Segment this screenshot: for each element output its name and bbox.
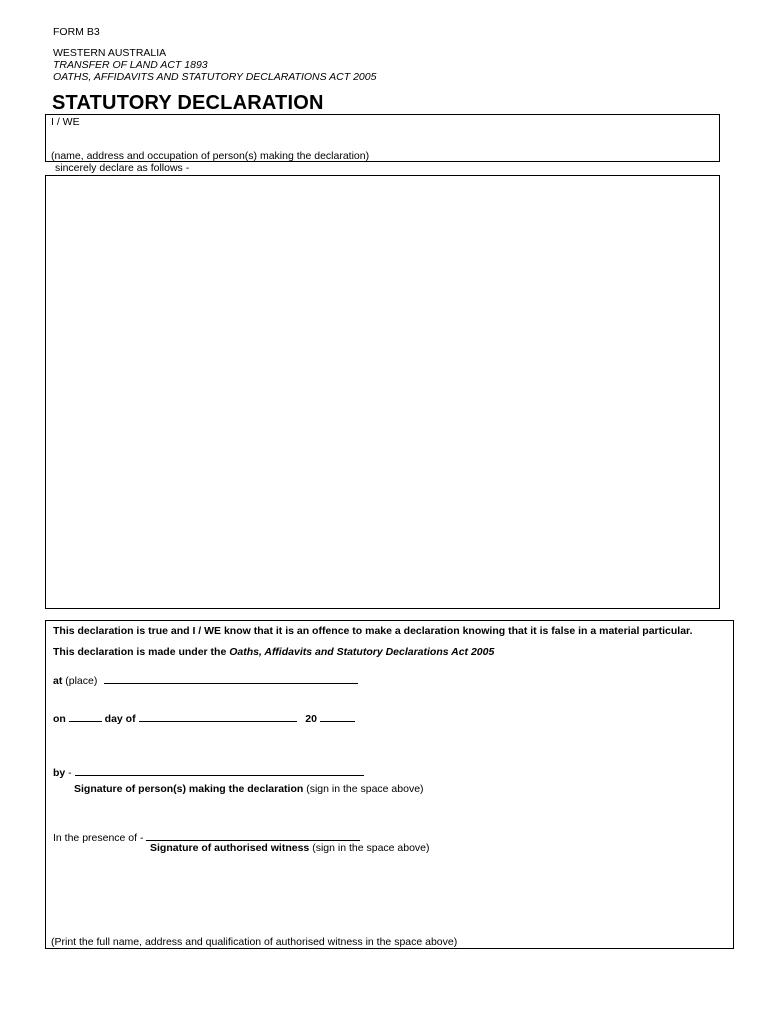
declarant-signature-input[interactable] xyxy=(75,765,364,776)
truth-statement: This declaration is true and I / WE know that it is an offence to make a declaration knowing that it is false in a material particular. xyxy=(53,625,693,637)
witness-signature-note: (sign in the space above) xyxy=(309,842,430,854)
declarant-field[interactable] xyxy=(45,114,720,162)
jurisdiction-label: WESTERN AUSTRALIA xyxy=(53,47,167,59)
made-under-act: Oaths, Affidavits and Statutory Declarations Act 2005 xyxy=(229,646,495,658)
declarant-signature-caption xyxy=(74,783,424,796)
attestation-section xyxy=(45,620,734,949)
year-input[interactable] xyxy=(320,711,355,722)
place-row xyxy=(53,673,358,688)
witness-signature-input[interactable] xyxy=(146,830,360,841)
presence-label: In the presence of - xyxy=(53,832,144,844)
declarant-signature-label: Signature of person(s) making the declaration xyxy=(74,783,304,795)
day-of-label: day of xyxy=(104,713,136,725)
witness-signature-label: Signature of authorised witness xyxy=(150,842,310,854)
form-code: FORM B3 xyxy=(53,26,100,38)
by-label: by xyxy=(53,767,66,779)
made-under-statement xyxy=(53,646,494,659)
page-title: STATUTORY DECLARATION xyxy=(52,92,324,114)
witness-details-caption: (Print the full name, address and qualification of authorised witness in the space above) xyxy=(51,936,458,948)
date-row xyxy=(53,711,355,726)
on-label: on xyxy=(53,713,66,725)
declarant-signature-note: (sign in the space above) xyxy=(303,783,424,795)
declarant-caption: (name, address and occupation of person(s) making the declaration) xyxy=(51,150,370,162)
declaration-label: sincerely declare as follows - xyxy=(55,162,190,174)
by-row xyxy=(53,765,364,780)
made-under-prefix: This declaration is made under the xyxy=(53,646,230,658)
at-label: at xyxy=(53,675,63,687)
act-reference-1: TRANSFER OF LAND ACT 1893 xyxy=(53,59,208,71)
month-input[interactable] xyxy=(139,711,297,722)
declaration-statement-field[interactable] xyxy=(45,175,720,609)
by-dash: - xyxy=(65,767,72,779)
year-prefix: 20 xyxy=(305,713,317,725)
place-input[interactable] xyxy=(104,673,358,684)
place-label: (place) xyxy=(62,675,98,687)
witness-signature-caption xyxy=(150,842,430,855)
day-input[interactable] xyxy=(69,711,102,722)
act-reference-2: OATHS, AFFIDAVITS AND STATUTORY DECLARATIONS ACT 2005 xyxy=(53,71,377,83)
declarant-label: I / WE xyxy=(51,116,80,128)
